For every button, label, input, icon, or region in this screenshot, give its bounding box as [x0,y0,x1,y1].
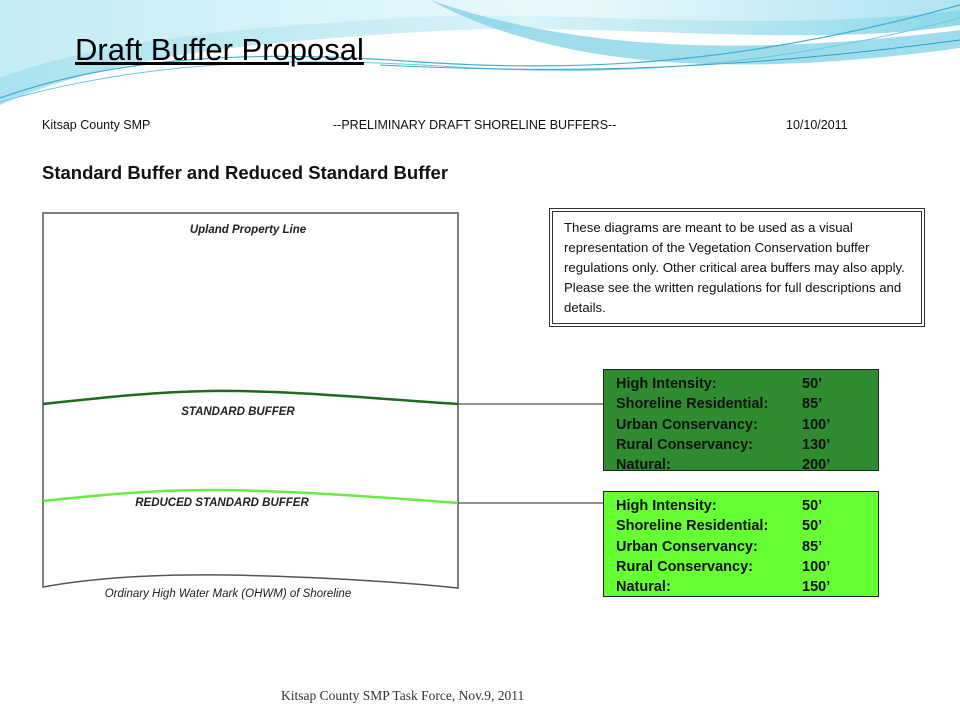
ohwm-label: Ordinary High Water Mark (OHWM) of Shoreline [104,588,352,600]
row-value: 100’ [802,416,831,433]
document-header-left: Kitsap County SMP [42,118,151,132]
standard-buffer-label: STANDARD BUFFER [181,406,295,418]
table-row [616,577,878,597]
row-value: 50’ [802,518,823,535]
disclaimer-note-box: These diagrams are meant to be used as a visual representation of the Vegetation Conservation buffer regulations only. Other critical area buffers may also apply. Please see the written regulations for full descriptions and details. [552,211,922,324]
row-value: 200’ [802,457,831,474]
table-row [616,374,878,394]
table-row [616,496,878,516]
row-label: Shoreline Residential: [616,518,769,535]
row-label: High Intensity: [616,498,717,514]
table-row [616,557,878,577]
row-value: 130’ [802,436,831,453]
row-value: 50’ [802,376,823,392]
standard-buffer-table [603,369,879,474]
row-label: Shoreline Residential: [616,396,769,413]
slide-footer: Kitsap County SMP Task Force, Nov.9, 2011 [281,688,525,703]
row-label: Urban Conservancy: [616,538,758,555]
row-label: Rural Conservancy: [616,436,753,453]
row-label: Urban Conservancy: [616,416,758,433]
table-row [616,455,878,475]
row-label: High Intensity: [616,376,717,392]
row-label: Natural: [616,457,671,474]
row-value: 85’ [802,396,823,413]
table-row [616,415,878,435]
slide-title: Draft Buffer Proposal [75,32,364,67]
table-row [616,435,878,455]
row-value: 150’ [802,579,831,596]
row-value: 100’ [802,558,831,575]
reduced-buffer-label: REDUCED STANDARD BUFFER [135,497,309,509]
table-row [616,537,878,557]
document-heading: Standard Buffer and Reduced Standard Buffer [42,162,449,183]
table-row [616,394,878,414]
row-label: Natural: [616,579,671,596]
reduced-buffer-table [603,491,879,597]
upland-property-line-label: Upland Property Line [189,224,307,236]
row-value: 50’ [802,498,823,514]
table-row [616,516,878,536]
document-header-center: --PRELIMINARY DRAFT SHORELINE BUFFERS-- [333,118,617,132]
row-label: Rural Conservancy: [616,558,753,575]
row-value: 85’ [802,538,823,555]
document-header-date: 10/10/2011 [786,118,848,132]
